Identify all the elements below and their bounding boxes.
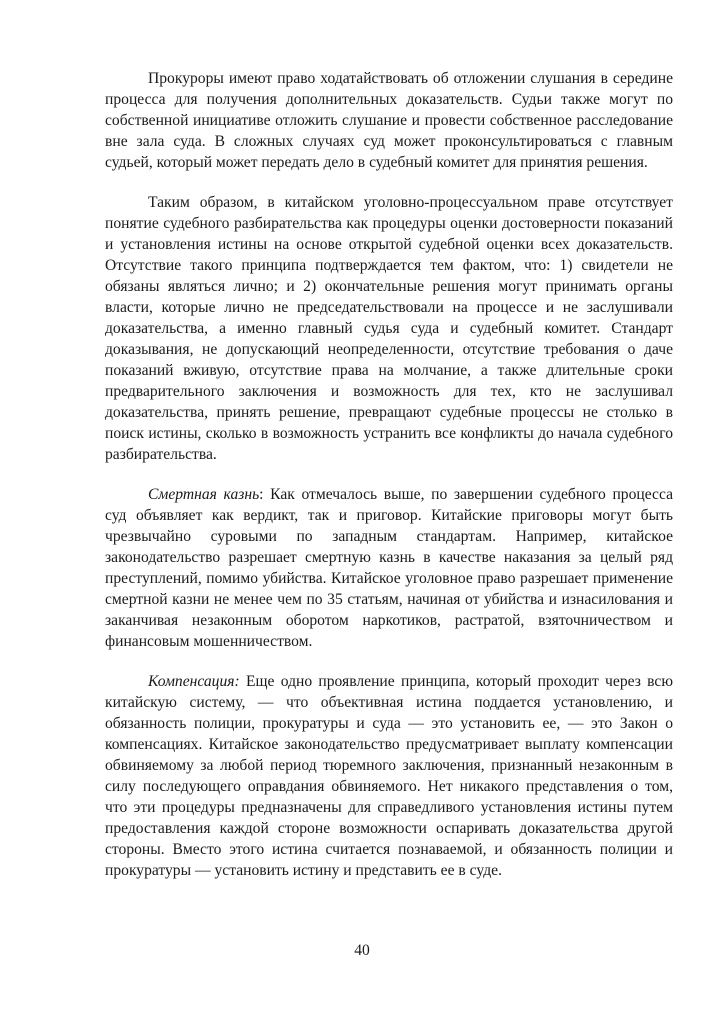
paragraph-text: : Как отмечалось выше, по завершении судебного процесса суд объявляет как вердикт, так и приговор. Китайские приговоры могут быть чрезвычайно суровыми по западным стандартам. Например, китайское законодательство разрешает смертную казнь в качестве наказания за целый ряд преступлений, помимо убийства. Китайское уголовное право разрешает применение смертной казни не менее чем по 35 статьям, начиная от убийства и изнасилования и заканчивая незаконным оборотом наркотиков, растратой, взяточничеством и финансовым мошенничеством. — [105, 486, 673, 650]
paragraph-compensation — [105, 671, 673, 881]
paragraph-text: Прокуроры имеют право ходатайствовать об отложении слушания в середине процесса для получения дополнительных доказательств. Судьи также могут по собственной инициативе отложить слушание и провести собственное расследование вне зала суда. В сложных случаях суд может проконсультироваться с главным судьей, который может передать дело в судебный комитет для принятия решения. — [105, 70, 673, 171]
paragraph-adjournment — [105, 68, 673, 173]
paragraph-text: Еще одно проявление принципа, который проходит через всю китайскую систему, — что объективная истина поддается установлению, и обязанность полиции, прокуратуры и суда — это установить ее, — это Закон о компенсациях. Китайское законодательство предусматривает выплату компенсации обвиняемому за любой период тюремного заключения, признанный незаконным в силу последующего оправдания обвиняемого. Нет никакого представления о том, что эти процедуры предназначены для справедливого установления истины путем предоставления каждой стороне возможности оспаривать доказательства другой стороны. Вместо этого истина считается познаваемой, и обязанность полиции и прокуратуры — установить истину и представить ее в суде. — [105, 673, 673, 879]
paragraph-term-death-penalty: Смертная казнь — [148, 486, 260, 503]
page-number: 40 — [354, 942, 370, 959]
paragraph-text: Таким образом, в китайском уголовно-процессуальном праве отсутствует понятие судебного разбирательства как процедуры оценки достоверности показаний и установления истины на основе открытой судебной оценки всех доказательств. Отсутствие такого принципа подтверждается тем фактом, что: 1) свидетели не обязаны являться лично; и 2) окончательные решения могут принимать органы власти, которые лично не председательствовали на процессе и не заслушивали доказательства, а именно главный судья суда и судебный комитет. Стандарт доказывания, не допускающий неопределенности, отсутствие требования о даче показаний вживую, отсутствие права на молчание, а также длительные сроки предварительного заключения и возможность для тех, кто не заслушивал доказательства, принять решение, превращают судебные процессы не столько в поиск истины, сколько в возможность устранить все конфликты до начала судебного разбирательства. — [105, 194, 673, 463]
body-text — [105, 68, 673, 900]
paragraph-trial-concept — [105, 192, 673, 465]
paragraph-term-compensation: Компенсация: — [148, 673, 240, 690]
paragraph-death-penalty — [105, 484, 673, 652]
